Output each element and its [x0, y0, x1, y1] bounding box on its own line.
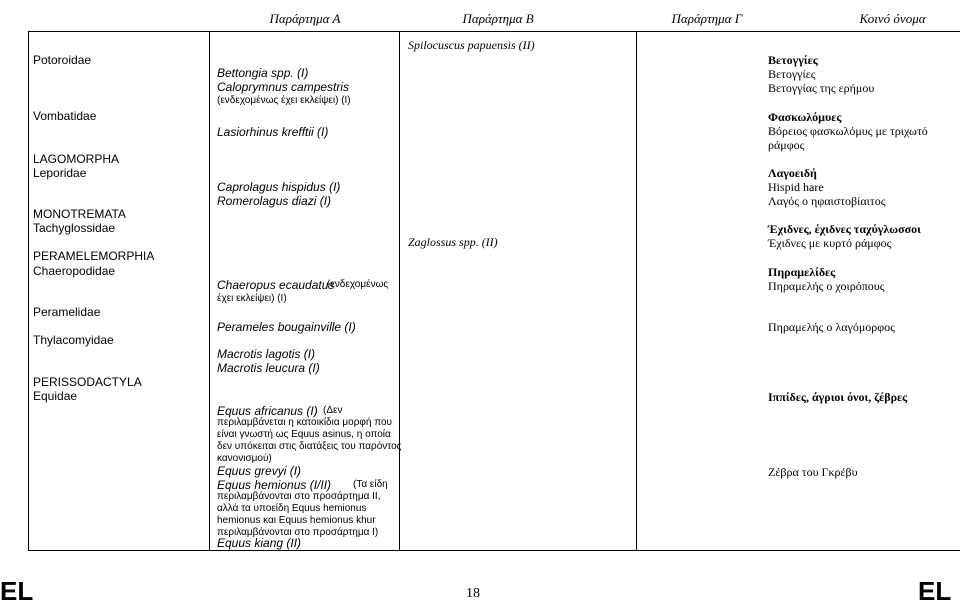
species-caloprymnus: Caloprymnus campestris [217, 80, 349, 94]
family-equidae: Equidae [33, 389, 77, 403]
family-vombatidae: Vombatidae [33, 109, 96, 123]
family-leporidae: Leporidae [33, 166, 86, 180]
equus-hemionus-note-4: hemionus και Equus hemionus khur [217, 515, 376, 528]
common-perameles: Πηραμελής ο λαγόμορφος [768, 320, 895, 334]
species-macrotis-lagotis: Macrotis lagotis (I) [217, 347, 315, 361]
common-chaeropus: Πηραμελής ο χοιρόπους [768, 279, 884, 293]
equus-africanus-note-5: κανονισμού) [217, 453, 272, 466]
footer-language-left: EL [0, 576, 33, 607]
common-equidae: Ιππίδες, άγριοι όνοι, ζέβρες [768, 390, 907, 404]
header-annex-b-cell [400, 4, 637, 31]
species-equus-hemionus: Equus hemionus (I/II) [217, 478, 331, 492]
header-annex-a: Παράρτημα Α [270, 11, 341, 27]
common-zaglossus: Έχιδνες με κυρτό ράμφος [768, 236, 891, 250]
common-caloprymnus: Βετογγίας της ερήμου [768, 81, 874, 95]
header-row [29, 4, 960, 31]
page-number: 18 [466, 586, 480, 602]
caloprymnus-note: (ενδεχομένως έχει εκλείψει) (I) [217, 95, 351, 108]
equus-africanus-note-4: δεν υπόκειται στις διατάξεις του παρόντος [217, 441, 401, 454]
header-annex-c-common-cell [637, 4, 960, 31]
equus-hemionus-note-1: (Τα είδη [353, 479, 388, 492]
species-equus-kiang: Equus kiang (II) [217, 536, 301, 550]
common-lasiorhinus-2: ράμφος [768, 138, 804, 152]
species-equus-africanus: Equus africanus (I) [217, 404, 318, 418]
header-annex-b: Παράρτημα Β [463, 11, 534, 27]
header-annex-c: Παράρτημα Γ [672, 11, 743, 27]
equus-africanus-note-1: (Δεν [323, 405, 342, 418]
species-spilocuscus: Spilocuscus papuensis (II) [408, 38, 535, 52]
common-potoroidae: Βετογγίες [768, 53, 818, 67]
equus-hemionus-note-3: αλλά τα υποείδη Equus hemionus [217, 503, 366, 516]
equus-hemionus-note-5: περιλαμβάνονται στο προσάρτημα I) [217, 527, 378, 540]
common-bettongia: Βετογγίες [768, 67, 816, 81]
chaeropus-note-2: έχει εκλείψει) (I) [217, 293, 287, 306]
header-family-cell [29, 4, 210, 31]
species-perameles: Perameles bougainville (I) [217, 320, 356, 334]
common-equus-grevyi: Ζέβρα του Γκρέβυ [768, 465, 858, 479]
species-macrotis-leucura: Macrotis leucura (I) [217, 361, 320, 375]
order-monotremata: MONOTREMATA [33, 207, 126, 221]
species-equus-grevyi: Equus grevyi (I) [217, 464, 301, 478]
order-perissodactyla: PERISSODACTYLA [33, 375, 142, 389]
family-peramelidae: Peramelidae [33, 305, 100, 319]
common-chaeropodidae: Πηραμελίδες [768, 265, 835, 279]
equus-africanus-note-2: περιλαμβάνεται η κατοικίδια μορφή που [217, 417, 392, 430]
common-vombatidae: Φασκωλόμυες [768, 110, 841, 124]
footer-language-right: EL [918, 576, 951, 607]
header-common-name: Κοινό όνομα [860, 11, 926, 27]
equus-africanus-note-3: είναι γνωστή ως Equus asinus, η οποία [217, 429, 391, 442]
common-lasiorhinus-1: Βόρειος φασκωλόμυς με τριχωτό [768, 124, 928, 138]
common-romerolagus: Λαγός ο ηφαιστοβίαιτος [768, 194, 885, 208]
species-chaeropus: Chaeropus ecaudatus [217, 278, 334, 292]
common-tachyglossidae: Έχιδνες, έχιδνες ταχύγλωσσοι [768, 222, 921, 236]
species-bettongia: Bettongia spp. (I) [217, 66, 308, 80]
chaeropus-note-1: (ενδεχομένως [327, 279, 388, 292]
family-thylacomyidae: Thylacomyidae [33, 333, 114, 347]
family-chaeropodidae: Chaeropodidae [33, 264, 115, 278]
order-lagomorpha: LAGOMORPHA [33, 152, 119, 166]
species-caprolagus: Caprolagus hispidus (I) [217, 180, 340, 194]
family-potoroidae: Potoroidae [33, 53, 91, 67]
species-zaglossus: Zaglossus spp. (II) [408, 235, 498, 249]
equus-hemionus-note-2: περιλαμβάνονται στο προσάρτημα II, [217, 491, 380, 504]
annex-b-column [400, 31, 637, 551]
species-lasiorhinus: Lasiorhinus krefftii (I) [217, 125, 328, 139]
common-leporidae: Λαγοειδή [768, 166, 817, 180]
species-romerolagus: Romerolagus diazi (I) [217, 194, 331, 208]
header-annex-a-cell [210, 4, 400, 31]
common-caprolagus: Hispid hare [768, 180, 824, 194]
order-peramelemorphia: PERAMELEMORPHIA [33, 249, 154, 263]
family-tachyglossidae: Tachyglossidae [33, 221, 115, 235]
